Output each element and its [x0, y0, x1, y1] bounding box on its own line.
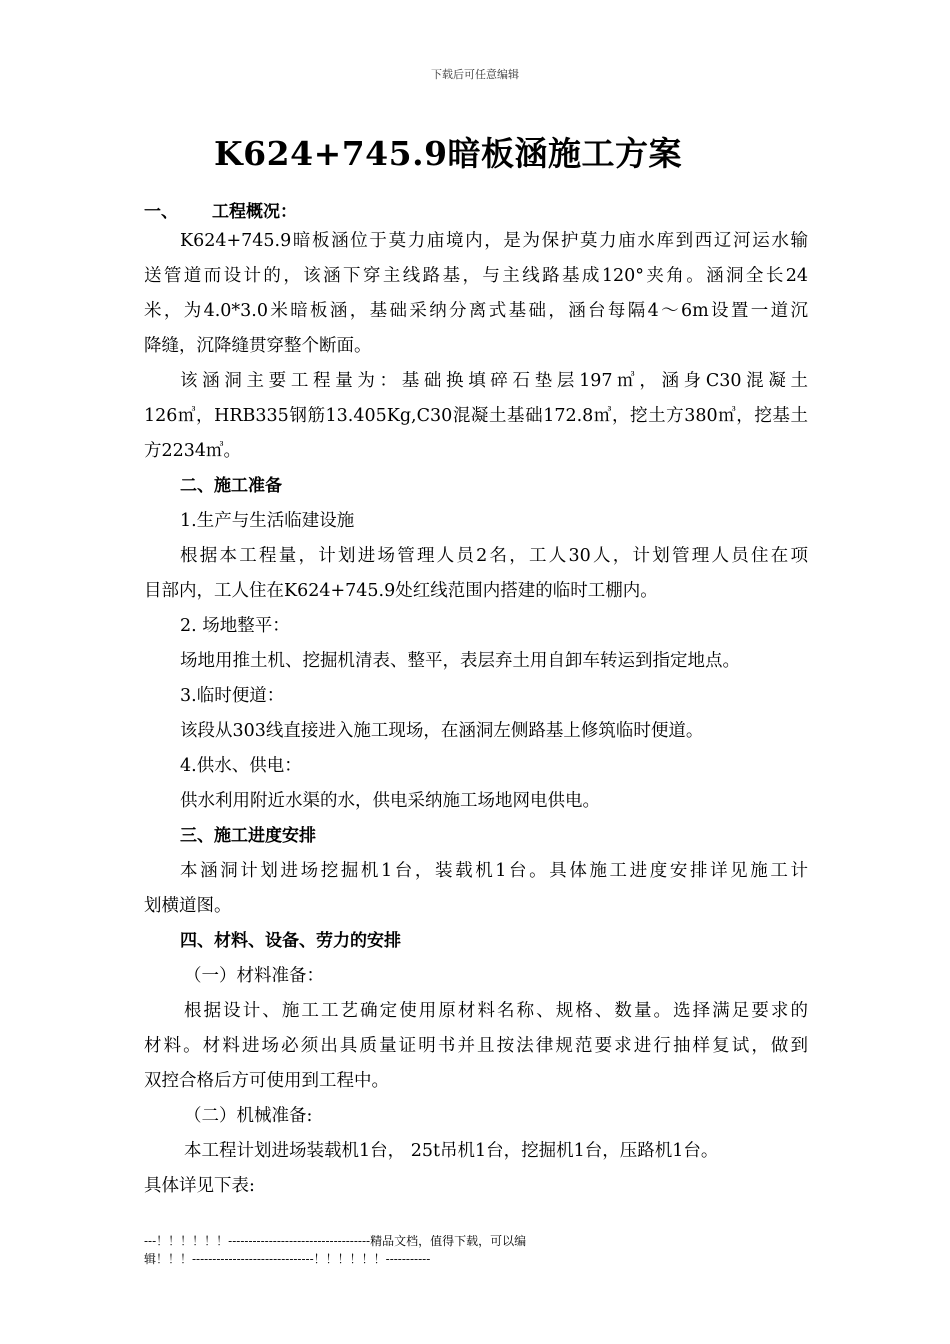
paragraph-line: 送管道而设计的，该涵下穿主线路基，与主线路基成120°夹角。涵洞全长24 — [144, 266, 808, 286]
paragraph-line: 米，为4.0*3.0米暗板涵，基础采纳分离式基础，涵台每隔4～6m设置一道沉 — [144, 301, 808, 321]
subsection-title: （一）材料准备： — [184, 966, 324, 986]
subsection-title: 1.生产与生活临建设施 — [180, 511, 355, 531]
footer-line: 辑！！！------------------------------！！！！！！----------- — [144, 1252, 431, 1266]
paragraph-line: 126㎥，HRB335钢筋13.405Kg,C30混凝土基础172.8㎥，挖土方380㎥，挖基土 — [144, 406, 808, 426]
subsection-title: （二）机械准备: — [184, 1106, 313, 1126]
paragraph-line: 方2234㎥。 — [144, 441, 242, 461]
paragraph-line: 双控合格后方可使用到工程中。 — [144, 1071, 389, 1091]
paragraph-line: 目部内，工人住在K624+745.9处红线范围内搭建的临时工棚内。 — [144, 581, 658, 601]
subsection-title: 2. 场地整平： — [180, 616, 290, 636]
paragraph-line: 本工程计划进场装载机1台， 25t吊机1台，挖掘机1台，压路机1台。 — [184, 1141, 719, 1161]
subsection-title: 4.供水、供电： — [180, 756, 302, 776]
paragraph-line: 根据设计、施工工艺确定使用原材料名称、规格、数量。选择满足要求的 — [184, 1001, 808, 1021]
section-heading-preparation: 二、施工准备 — [180, 476, 282, 496]
paragraph-line: 本涵洞计划进场挖掘机1台，装载机1台。具体施工进度安排详见施工计 — [180, 861, 808, 881]
paragraph-line: K624+745.9暗板涵位于莫力庙境内，是为保护莫力庙水库到西辽河运水输 — [180, 231, 808, 251]
paragraph-line: 场地用推土机、挖掘机清表、整平，表层弃土用自卸车转运到指定地点。 — [180, 651, 740, 671]
section-number: 一、 — [144, 202, 178, 222]
paragraph-line: 划横道图。 — [144, 896, 232, 916]
footer-line: ---！！！！！！-----------------------------------精品文档，值得下载，可以编 — [144, 1234, 527, 1248]
subsection-title: 3.临时便道： — [180, 686, 285, 706]
footer-note — [144, 1232, 614, 1268]
paragraph-line: 具体详见下表: — [144, 1176, 255, 1196]
paragraph-line: 降缝，沉降缝贯穿整个断面。 — [144, 336, 372, 356]
paragraph-line: 材料。材料进场必须出具质量证明书并且按法律规范要求进行抽样复试，做到 — [144, 1036, 808, 1056]
section-heading-resources: 四、材料、设备、劳力的安排 — [180, 931, 401, 951]
paragraph-line: 该段从303线直接进入施工现场，在涵洞左侧路基上修筑临时便道。 — [180, 721, 704, 741]
paragraph-line: 该涵洞主要工程量为：基础换填碎石垫层197㎥，涵身C30混凝土 — [180, 371, 808, 391]
section-heading-schedule: 三、施工进度安排 — [180, 826, 316, 846]
section-title: 工程概况： — [212, 202, 297, 222]
header-note: 下载后可任意编辑 — [431, 68, 519, 81]
document-title: K624+745.9暗板涵施工方案 — [214, 134, 683, 173]
section-heading-overview — [144, 200, 808, 224]
document-body — [144, 200, 808, 1204]
paragraph-line: 根据本工程量，计划进场管理人员2名，工人30人，计划管理人员住在项 — [180, 546, 808, 566]
paragraph-line: 供水利用附近水渠的水，供电采纳施工场地网电供电。 — [180, 791, 600, 811]
